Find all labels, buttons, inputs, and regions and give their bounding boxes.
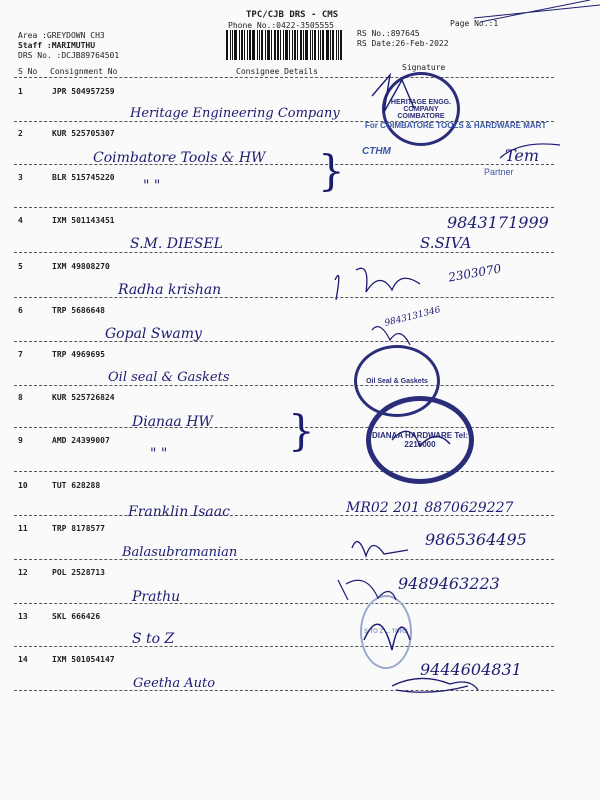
signature-scribble bbox=[372, 75, 414, 112]
row-consignment: TRP 4969695 bbox=[52, 350, 105, 359]
column-header-consignment: Consignment No bbox=[50, 67, 118, 76]
signature-scribble bbox=[372, 327, 410, 345]
consignee-name: Prathu bbox=[132, 589, 181, 605]
consignee-name: Balasubramanian bbox=[122, 545, 238, 560]
row-sno: 4 bbox=[18, 216, 23, 225]
row-consignment: IXM 49808270 bbox=[52, 262, 110, 271]
signature-scribble bbox=[392, 678, 478, 692]
row-consignment: BLR 515745220 bbox=[52, 173, 115, 182]
consignee-name: Geetha Auto bbox=[133, 676, 216, 691]
stamp-text: S TO Z ... TORS bbox=[363, 629, 409, 635]
column-header-signature: Signature bbox=[402, 63, 446, 72]
row-consignment: POL 2528713 bbox=[52, 568, 105, 577]
row-sno: 10 bbox=[18, 481, 28, 490]
phone-annotation: 9489463223 bbox=[398, 574, 500, 593]
consignee-name: Franklin Isaac bbox=[128, 504, 230, 520]
row-consignment: KUR 525705307 bbox=[52, 129, 115, 138]
row-consignment: IXM 501054147 bbox=[52, 655, 115, 664]
row-sno: 2 bbox=[18, 129, 23, 138]
ditto-mark: " " bbox=[150, 446, 168, 462]
signature-scribble bbox=[392, 431, 450, 446]
brand-logo: CTHM bbox=[362, 146, 391, 157]
page-number: Page No.:1 bbox=[450, 19, 499, 28]
signature-scribble bbox=[352, 542, 408, 556]
partner-label: Partner bbox=[484, 167, 514, 177]
ditto-mark: " " bbox=[143, 178, 161, 194]
row-consignment: TUT 628288 bbox=[52, 481, 101, 490]
consignee-name: Coimbatore Tools & HW bbox=[93, 150, 266, 166]
column-header-consignee: Consignee Details bbox=[236, 67, 318, 76]
row-sno: 3 bbox=[18, 173, 23, 182]
header-phone: Phone No.:0422-3505555 bbox=[228, 21, 334, 30]
consignee-name: Oil seal & Gaskets bbox=[108, 370, 230, 385]
row-sno: 1 bbox=[18, 87, 23, 96]
row-consignment: KUR 525726824 bbox=[52, 393, 115, 402]
phone-annotation: 9843131346 bbox=[383, 305, 442, 329]
sheet-title: TPC/CJB DRS - CMS bbox=[246, 10, 339, 20]
row-consignment: SKL 666426 bbox=[52, 612, 101, 621]
signature-name: Tem bbox=[505, 146, 540, 165]
row-sno: 6 bbox=[18, 306, 23, 315]
drs-number: DRS No. :DCJB89764501 bbox=[18, 51, 120, 60]
rs-date: RS Date:26-Feb-2022 bbox=[357, 39, 449, 48]
signature-scribble bbox=[474, 0, 600, 22]
phone-annotation: 9865364495 bbox=[425, 530, 527, 549]
stamp-text: Oil Seal & Gaskets bbox=[366, 377, 428, 385]
consignee-name: Gopal Swamy bbox=[105, 326, 202, 342]
row-sno: 5 bbox=[18, 262, 23, 271]
signature-name: S.SIVA bbox=[420, 234, 472, 252]
consignee-name: Heritage Engineering Company bbox=[130, 106, 340, 121]
row-consignment: JPR 504957259 bbox=[52, 87, 115, 96]
row-consignment: IXM 501143451 bbox=[52, 216, 115, 225]
consignee-name: S.M. DIESEL bbox=[130, 236, 223, 252]
consignee-name: S to Z bbox=[132, 631, 175, 647]
consignee-name: Radha krishan bbox=[118, 282, 222, 298]
row-consignment: AMD 24399007 bbox=[52, 436, 110, 445]
phone-annotation: 9843171999 bbox=[447, 213, 549, 232]
area-field: Area :GREYDOWN CH3 bbox=[18, 31, 105, 40]
stamp-text-line: For COIMBATORE TOOLS & HARDWARE MART bbox=[365, 121, 547, 130]
rs-number: RS No.:897645 bbox=[357, 29, 420, 38]
phone-annotation: 2303070 bbox=[447, 261, 503, 285]
row-sno: 13 bbox=[18, 612, 28, 621]
phone-annotation: 9444604831 bbox=[420, 660, 522, 679]
row-consignment: TRP 8178577 bbox=[52, 524, 105, 533]
stamp-text: HERITAGE ENGG. COMPANY COIMBATORE bbox=[390, 98, 452, 120]
signature-scribble bbox=[338, 580, 396, 600]
brace-mark: } bbox=[318, 146, 345, 195]
consignee-name: Dianaa HW bbox=[132, 414, 213, 430]
row-sno: 9 bbox=[18, 436, 23, 445]
staff-field: Staff :MARIMUTHU bbox=[18, 41, 96, 50]
row-sno: 12 bbox=[18, 568, 28, 577]
brace-mark: } bbox=[288, 406, 315, 455]
signature-scribble bbox=[335, 268, 420, 300]
stamp-text: DIANAA HARDWARE Tel: 2216000 bbox=[372, 431, 468, 449]
row-sno: 7 bbox=[18, 350, 23, 359]
row-sno: 14 bbox=[18, 655, 28, 664]
signature-scribble bbox=[500, 144, 560, 158]
row-sno: 11 bbox=[18, 524, 28, 533]
phone-annotation: MR02 201 8870629227 bbox=[346, 500, 514, 516]
row-consignment: TRP 5686648 bbox=[52, 306, 105, 315]
signature-scribble bbox=[364, 624, 410, 650]
row-sno: 8 bbox=[18, 393, 23, 402]
column-header-sno: S No bbox=[18, 67, 38, 76]
